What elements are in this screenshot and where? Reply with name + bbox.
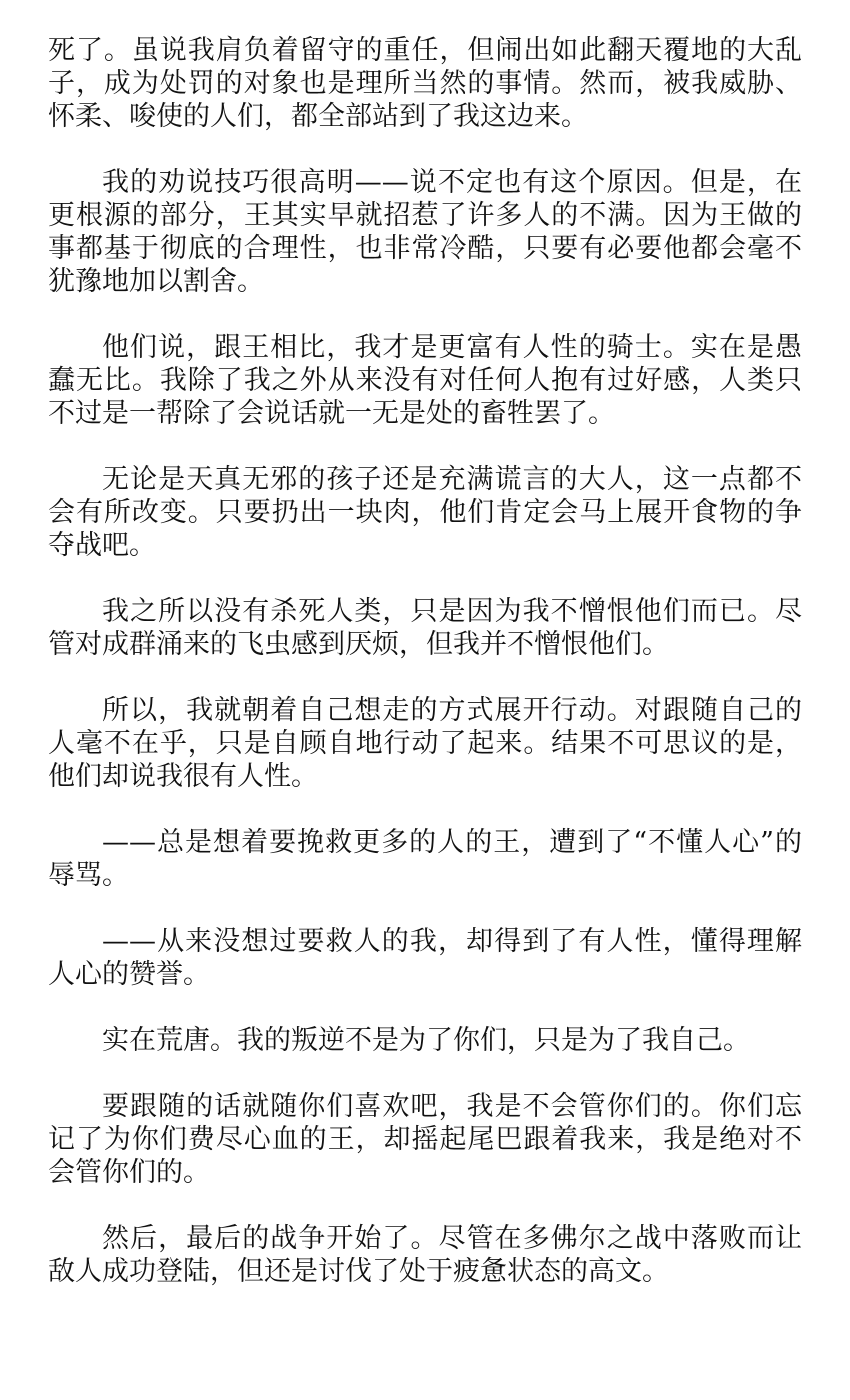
paragraph-2: 我的劝说技巧很高明——说不定也有这个原因。但是，在更根源的部分，王其实早就招惹了许多人的不满。因为王做的事都基于彻底的合理性，也非常冷酷，只要有必要他都会毫不犹豫地加以割舍。 <box>48 167 802 297</box>
paragraph-8: ——从来没想过要救人的我，却得到了有人性，懂得理解人心的赞誉。 <box>48 926 802 990</box>
paragraph-7: ——总是想着要挽救更多的人的王，遭到了“不懂人心”的辱骂。 <box>48 827 802 891</box>
paragraph-4: 无论是天真无邪的孩子还是充满谎言的大人，这一点都不会有所改变。只要扔出一块肉，他们肯定会马上展开食物的争夺战吧。 <box>48 464 802 561</box>
paragraph-10: 要跟随的话就随你们喜欢吧，我是不会管你们的。你们忘记了为你们费尽心血的王，却摇起尾巴跟着我来，我是绝对不会管你们的。 <box>48 1091 802 1188</box>
document-body <box>48 34 802 1321</box>
paragraph-3: 他们说，跟王相比，我才是更富有人性的骑士。实在是愚蠢无比。我除了我之外从来没有对任何人抱有过好感，人类只不过是一帮除了会说话就一无是处的畜牲罢了。 <box>48 332 802 429</box>
paragraph-11: 然后，最后的战争开始了。尽管在多佛尔之战中落败而让敌人成功登陆，但还是讨伐了处于疲惫状态的高文。 <box>48 1223 802 1287</box>
paragraph-5: 我之所以没有杀死人类，只是因为我不憎恨他们而已。尽管对成群涌来的飞虫感到厌烦，但我并不憎恨他们。 <box>48 596 802 660</box>
paragraph-1: 死了。虽说我肩负着留守的重任，但闹出如此翻天覆地的大乱子，成为处罚的对象也是理所当然的事情。然而，被我威胁、怀柔、唆使的人们，都全部站到了我这边来。 <box>48 35 802 132</box>
paragraph-6: 所以，我就朝着自己想走的方式展开行动。对跟随自己的人毫不在乎，只是自顾自地行动了起来。结果不可思议的是，他们却说我很有人性。 <box>48 695 802 792</box>
paragraph-9: 实在荒唐。我的叛逆不是为了你们，只是为了我自己。 <box>102 1025 750 1056</box>
